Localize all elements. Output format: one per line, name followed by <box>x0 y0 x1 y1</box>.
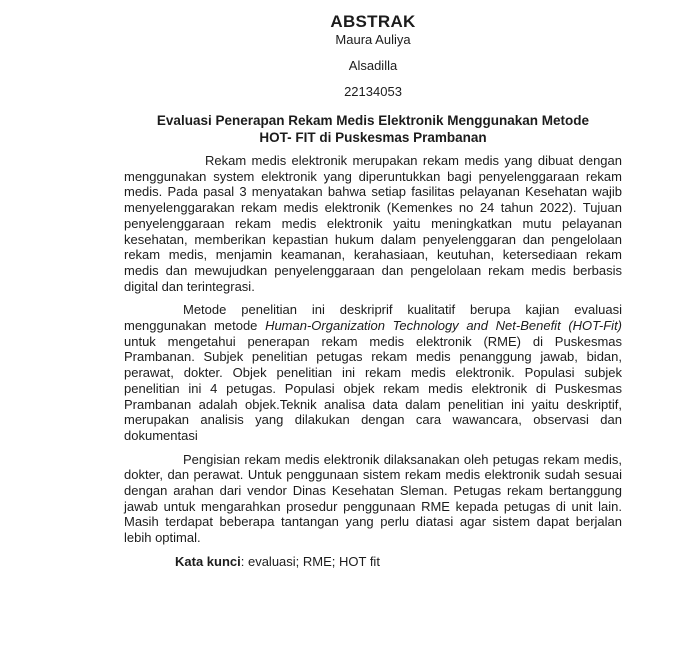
method-name-italic: Human-Organization Technology and Net-Benefit (HOT-Fit) <box>265 318 623 334</box>
paragraph-method-post: untuk mengetahui penerapan rekam medis elektronik (RME) di Puskesmas Prambanan. Subjek penelitian petugas rekam medis penanggung jawab, bidan, perawat, dokter. Objek penelitian ini rekam medis elektronik. Populasi subjek penelitian ini 4 petugas. Populasi objek rekam medis elektronik di Puskesmas Prambanan adalah objek.Teknik analisa data dalam penelitian ini yaitu deskriptif, merupakan analisis yang dilakukan dengan cara wawancara, observasi dan dokumentasi <box>124 333 622 443</box>
paragraph-method-pre: Metode penelitian ini deskriprif kualitatif berupa kajian evaluasi menggunakan metode <box>124 302 622 334</box>
thesis-title-line2: HOT- FIT di Puskesmas Prambanan <box>259 130 487 145</box>
keywords-line <box>124 554 622 570</box>
paragraph-method <box>124 302 622 443</box>
author-first-name: Maura Auliya <box>335 32 411 47</box>
keywords-label: Kata kunci <box>175 553 241 569</box>
paragraph-results: Pengisian rekam medis elektronik dilaksanakan oleh petugas rekam medis, dokter, dan perawat. Untuk penggunaan sistem rekam medis elektronik sudah sesuai dengan arahan dari vendor Dinas Kesehatan Sleman. Petugas rekam bertanggung jawab untuk mengarahkan prosedur penggunaan RME kepada petugas di unit lain. Masih terdapat beberapa tantangan yang perlu diatasi agar sistem dapat berjalan lebih optimal. <box>124 451 622 546</box>
thesis-title <box>124 112 622 146</box>
student-id: 22134053 <box>344 84 402 99</box>
abstract-heading: ABSTRAK <box>330 12 416 31</box>
thesis-title-line1: Evaluasi Penerapan Rekam Medis Elektronik Menggunakan Metode <box>156 113 590 128</box>
text-block <box>124 12 622 570</box>
keywords-value: : evaluasi; RME; HOT fit <box>240 553 380 569</box>
author-last-name: Alsadilla <box>348 58 398 73</box>
paragraph-background: Rekam medis elektronik merupakan rekam medis yang dibuat dengan menggunakan system elektronik yang diperuntukkan bagi penyelenggaraan rekam medis. Pada pasal 3 menyatakan bahwa setiap fasilitas pelayanan Kesehatan wajib menyelenggarakan rekam medis elektronik (Kemenkes no 24 tahun 2022). Tujuan penyelenggaraan rekam medis elektronik yaitu meningkatkan mutu pelayanan kesehatan, memberikan kepastian hukum dalam penyelenggaran dan pengelolaan rekam medis, menjamin keamanan, kerahasiaan, keutuhan, ketersediaan rekam medis dan mewujudkan penyelenggaraan dan pengelolaan rekam medis berbasis digital dan terintegrasi. <box>124 153 622 294</box>
